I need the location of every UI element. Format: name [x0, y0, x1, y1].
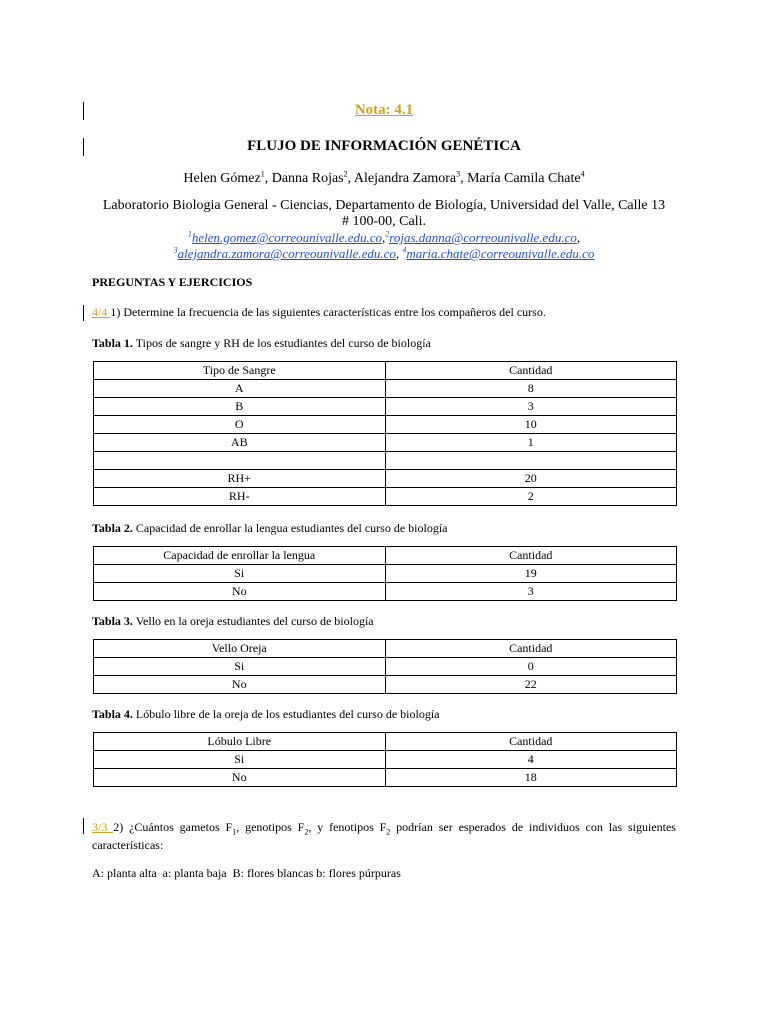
table-row [94, 676, 677, 694]
question-2-text: , genotipos F [236, 820, 305, 834]
table-cell [385, 452, 677, 470]
question-2-score: 3/3 [92, 820, 114, 834]
table-cell [94, 452, 386, 470]
table-row [94, 380, 677, 398]
author-sup: 3 [456, 169, 461, 179]
table-cell: AB [94, 434, 386, 452]
author-name: Helen Gómez [183, 171, 261, 186]
question-1-score: 4/4 [92, 305, 111, 319]
table-cell: Si [94, 751, 386, 769]
table-header-row [94, 640, 677, 658]
question-2 [92, 818, 676, 854]
table-cell: 3 [385, 583, 677, 601]
table-row [94, 751, 677, 769]
table-header-cell: Cantidad [385, 362, 677, 380]
table-cell: No [94, 769, 386, 787]
table-1-caption [92, 336, 431, 351]
table-4-caption [92, 707, 440, 722]
table-row [94, 452, 677, 470]
question-1 [92, 305, 546, 320]
grade-note: Nota: 4.1 [354, 102, 414, 118]
table-row [94, 488, 677, 506]
author-sup: 4 [580, 169, 585, 179]
table-cell: 20 [385, 470, 677, 488]
author-sup: 2 [343, 169, 348, 179]
table-cell: 18 [385, 769, 677, 787]
table-cell: 4 [385, 751, 677, 769]
table-header-cell: Vello Oreja [94, 640, 386, 658]
change-bar [83, 305, 84, 321]
email-link[interactable]: maria.chate@correounivalle.edu.co [406, 246, 595, 261]
email-link[interactable]: helen.gomez@correounivalle.edu.co [191, 230, 383, 245]
question-2-text: , y fenotipos F [308, 820, 387, 834]
table-cell: B [94, 398, 386, 416]
table-header-cell: Lóbulo Libre [94, 733, 386, 751]
table-cell: O [94, 416, 386, 434]
table-cell: 8 [385, 380, 677, 398]
table-3 [93, 639, 677, 694]
document-title: FLUJO DE INFORMACIÓN GENÉTICA [247, 138, 521, 154]
table-3-caption-text: Vello en la oreja estudiantes del curso de biología [132, 614, 374, 628]
table-2-label: Tabla 2. [92, 521, 133, 535]
table-row [94, 565, 677, 583]
affiliation-line-1: Laboratorio Biologia General - Ciencias, Departamento de Biología, Universidad del Valle, Calle 13 [102, 198, 666, 213]
change-bar [83, 818, 84, 834]
table-4-caption-text: Lóbulo libre de la oreja de los estudiantes del curso de biología [132, 707, 440, 721]
email-sup: 3 [173, 245, 178, 255]
table-row [94, 416, 677, 434]
author-name: María Camila Chate [467, 171, 581, 186]
email-list: $^1$helen.gomez@correounivalle.edu.co,$^2$rojas.danna@correounivalle.edu.co, $^3$alejandra.zamora@correounivalle.edu.co, $^4$maria.chate@correounivalle.edu.co [173, 229, 595, 261]
characteristics-line: A: planta alta a: planta baja B: flores blancas b: flores púrpuras [92, 866, 401, 880]
table-2-caption [92, 521, 447, 536]
table-cell: 19 [385, 565, 677, 583]
question-1-text: 1) Determine la frecuencia de las siguientes características entre los compañeros del curso. [110, 305, 546, 319]
table-cell: 0 [385, 658, 677, 676]
table-cell: Si [94, 565, 386, 583]
author-name: Danna Rojas [271, 171, 344, 186]
email-sup: 2 [385, 229, 390, 239]
email-link[interactable]: alejandra.zamora@correounivalle.edu.co [177, 246, 396, 261]
table-row [94, 658, 677, 676]
table-row [94, 583, 677, 601]
subscript: 1 [232, 827, 237, 837]
table-cell: 2 [385, 488, 677, 506]
email-link[interactable]: rojas.danna@correounivalle.edu.co [389, 230, 577, 245]
table-cell: RH- [94, 488, 386, 506]
table-cell: Si [94, 658, 386, 676]
question-2-text: 2) ¿Cuántos gametos F [113, 820, 233, 834]
table-2-caption-text: Capacidad de enrollar la lengua estudiantes del curso de biología [132, 521, 448, 535]
table-row [94, 769, 677, 787]
table-cell: 1 [385, 434, 677, 452]
table-cell: No [94, 676, 386, 694]
table-header-cell: Cantidad [385, 640, 677, 658]
table-1 [93, 361, 677, 506]
table-1-label: Tabla 1. [92, 336, 133, 350]
table-header-cell: Capacidad de enrollar la lengua [94, 547, 386, 565]
table-row [94, 398, 677, 416]
table-3-label: Tabla 3. [92, 614, 133, 628]
question-2-text: podrían ser esperados de individuos con las siguientes características: [92, 820, 676, 852]
table-header-cell: Tipo de Sangre [94, 362, 386, 380]
table-1-caption-text: Tipos de sangre y RH de los estudiantes del curso de biología [132, 336, 431, 350]
email-sup: 1 [187, 229, 192, 239]
table-header-row [94, 362, 677, 380]
email-sup: 4 [402, 245, 407, 255]
subscript: 2 [386, 827, 391, 837]
author-list: Helen Gómez$^1$, Danna Rojas$^2$, Alejandra Zamora$^3$, María Camila Chate$^4$ [183, 169, 585, 186]
table-cell: No [94, 583, 386, 601]
affiliation [92, 198, 676, 230]
table-row [94, 434, 677, 452]
author-name: Alejandra Zamora [353, 171, 457, 186]
table-header-row [94, 733, 677, 751]
table-header-cell: Cantidad [385, 547, 677, 565]
table-cell: RH+ [94, 470, 386, 488]
table-header-row [94, 547, 677, 565]
table-cell: A [94, 380, 386, 398]
table-cell: 3 [385, 398, 677, 416]
table-header-cell: Cantidad [385, 733, 677, 751]
table-4-label: Tabla 4. [92, 707, 133, 721]
section-heading: PREGUNTAS Y EJERCICIOS [92, 275, 253, 289]
table-row [94, 470, 677, 488]
subscript: 2 [304, 827, 309, 837]
table-4 [93, 732, 677, 787]
table-cell: 22 [385, 676, 677, 694]
table-2 [93, 546, 677, 601]
author-sup: 1 [260, 169, 265, 179]
table-cell: 10 [385, 416, 677, 434]
affiliation-line-2: # 100-00, Cali. [342, 214, 426, 229]
table-3-caption [92, 614, 374, 629]
